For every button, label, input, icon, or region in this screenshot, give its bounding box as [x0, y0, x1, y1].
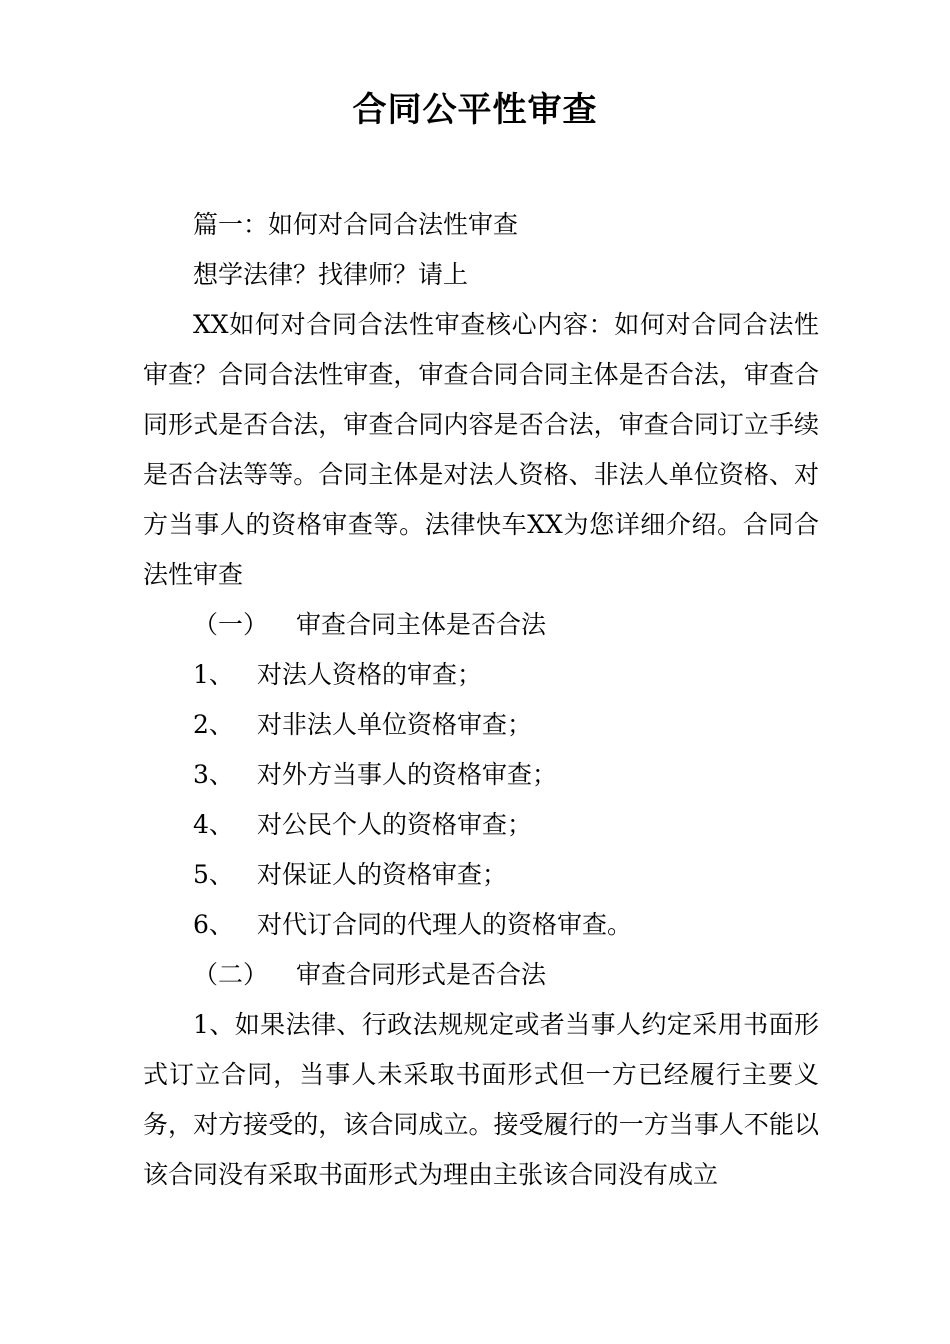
list-item-text: 对代订合同的代理人的资格审查。: [257, 910, 633, 939]
list-item-text: 对公民个人的资格审查；: [257, 810, 533, 839]
section-2-number: （二）: [193, 960, 269, 989]
list-item: [143, 750, 819, 800]
list-item: [143, 700, 819, 750]
list-item: [143, 850, 819, 900]
list-item-text: 对保证人的资格审查；: [257, 860, 508, 889]
document-body: [143, 200, 819, 1200]
list-item-number: 4、: [193, 810, 234, 839]
list-item-number: 3、: [193, 760, 234, 789]
section-1-number: （一）: [193, 610, 269, 639]
list-item-number: 2、: [193, 710, 234, 739]
section-2-header: [143, 950, 819, 1000]
list-item: [143, 650, 819, 700]
paragraph-2: 1、如果法律、行政法规规定或者当事人约定采用书面形式订立合同，当事人未采取书面形式但一方已经履行主要义务，对方接受的，该合同成立。接受履行的一方当事人不能以该合同没有采取书面形式为理由主张该合同没有成立: [143, 1010, 819, 1189]
list-item: [143, 900, 819, 950]
document-title: 合同公平性审查: [352, 90, 598, 130]
intro-line: 想学法律？找律师？请上: [193, 260, 469, 289]
list-item-number: 5、: [193, 860, 234, 889]
list-item-text: 对非法人单位资格审查；: [257, 710, 533, 739]
list-item-text: 对法人资格的审查；: [257, 660, 483, 689]
list-item-number: 6、: [193, 910, 234, 939]
section-2-title: 审查合同形式是否合法: [296, 960, 547, 989]
paragraph-1: XX如何对合同合法性审查核心内容：如何对合同合法性审查？合同合法性审查，审查合同合同主体是否合法，审查合同形式是否合法，审查合同内容是否合法，审查合同订立手续是否合法等等。合同主体是对法人资格、非法人单位资格、对方当事人的资格审查等。法律快车XX为您详细介绍。合同合法性审查: [143, 310, 819, 589]
section-1-header: [143, 600, 819, 650]
list-item: [143, 800, 819, 850]
section-1-title: 审查合同主体是否合法: [296, 610, 547, 639]
list-item-number: 1、: [193, 660, 234, 689]
list-item-text: 对外方当事人的资格审查；: [257, 760, 558, 789]
heading-line: 篇一：如何对合同合法性审查: [193, 210, 519, 239]
